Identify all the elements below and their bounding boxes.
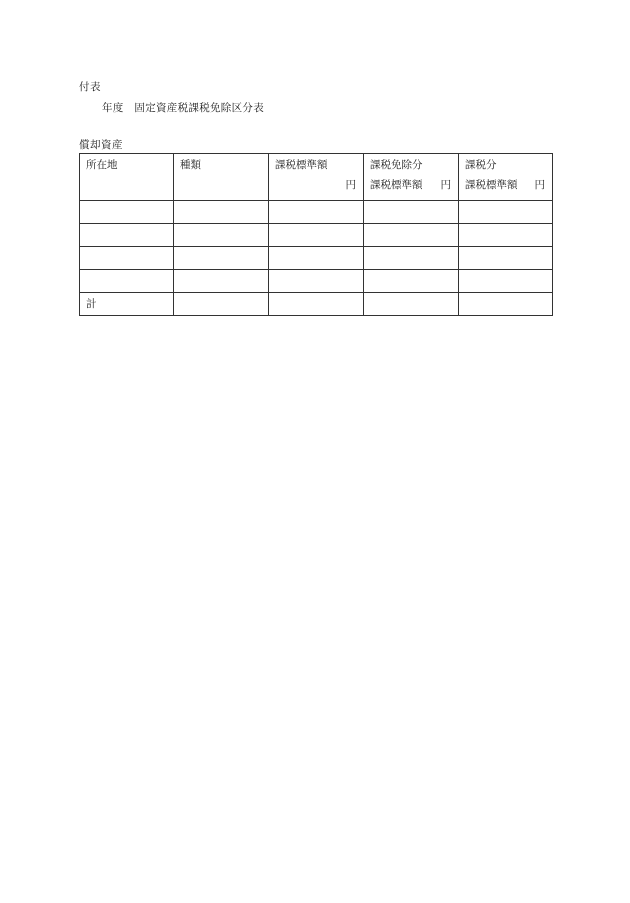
header-taxable xyxy=(459,154,553,201)
table-cell[interactable] xyxy=(364,247,459,270)
table-cell[interactable] xyxy=(80,247,174,270)
table-row xyxy=(80,224,553,247)
appendix-label: 付表 xyxy=(79,81,101,93)
table-cell[interactable] xyxy=(459,224,553,247)
table-cell[interactable] xyxy=(80,270,174,293)
total-row xyxy=(80,293,553,316)
table-row xyxy=(80,201,553,224)
table-cell[interactable] xyxy=(269,247,364,270)
exemption-table xyxy=(79,153,553,316)
table-cell[interactable] xyxy=(364,270,459,293)
table-header-row xyxy=(80,154,553,201)
section-label: 償却資産 xyxy=(79,139,123,151)
table-cell[interactable] xyxy=(269,270,364,293)
table-row xyxy=(80,247,553,270)
table-cell[interactable] xyxy=(174,224,269,247)
header-tax-base-label: 課税標準額 xyxy=(275,159,328,171)
header-type xyxy=(174,154,269,201)
header-taxable-sub-label: 課税標準額 xyxy=(465,179,518,191)
header-taxable-unit: 円 xyxy=(534,179,545,191)
table-cell[interactable] xyxy=(269,224,364,247)
table-cell[interactable] xyxy=(174,270,269,293)
header-tax-base-unit: 円 xyxy=(345,179,356,191)
table-cell[interactable] xyxy=(174,201,269,224)
table-cell[interactable] xyxy=(269,293,364,316)
table-cell[interactable] xyxy=(459,293,553,316)
total-label: 計 xyxy=(86,298,97,310)
header-exempt xyxy=(364,154,459,201)
header-tax-base xyxy=(269,154,364,201)
table-cell[interactable] xyxy=(459,201,553,224)
table-cell[interactable] xyxy=(80,224,174,247)
header-exempt-sub xyxy=(364,172,458,192)
header-location-label: 所在地 xyxy=(86,159,118,171)
table-cell[interactable] xyxy=(364,224,459,247)
table-cell[interactable] xyxy=(364,201,459,224)
header-location xyxy=(80,154,174,201)
header-taxable-label: 課税分 xyxy=(465,159,497,171)
total-label-cell xyxy=(80,293,174,316)
table-cell[interactable] xyxy=(269,201,364,224)
table-cell[interactable] xyxy=(80,201,174,224)
document-title: 年度 固定資産税課税免除区分表 xyxy=(102,102,264,114)
header-exempt-label: 課税免除分 xyxy=(370,159,423,171)
header-taxable-sub xyxy=(459,172,552,192)
header-exempt-unit: 円 xyxy=(440,179,451,191)
table-cell[interactable] xyxy=(174,293,269,316)
table-cell[interactable] xyxy=(459,270,553,293)
table-cell[interactable] xyxy=(174,247,269,270)
table-cell[interactable] xyxy=(459,247,553,270)
header-type-label: 種類 xyxy=(180,159,201,171)
table-row xyxy=(80,270,553,293)
header-exempt-sub-label: 課税標準額 xyxy=(370,179,423,191)
table-cell[interactable] xyxy=(364,293,459,316)
